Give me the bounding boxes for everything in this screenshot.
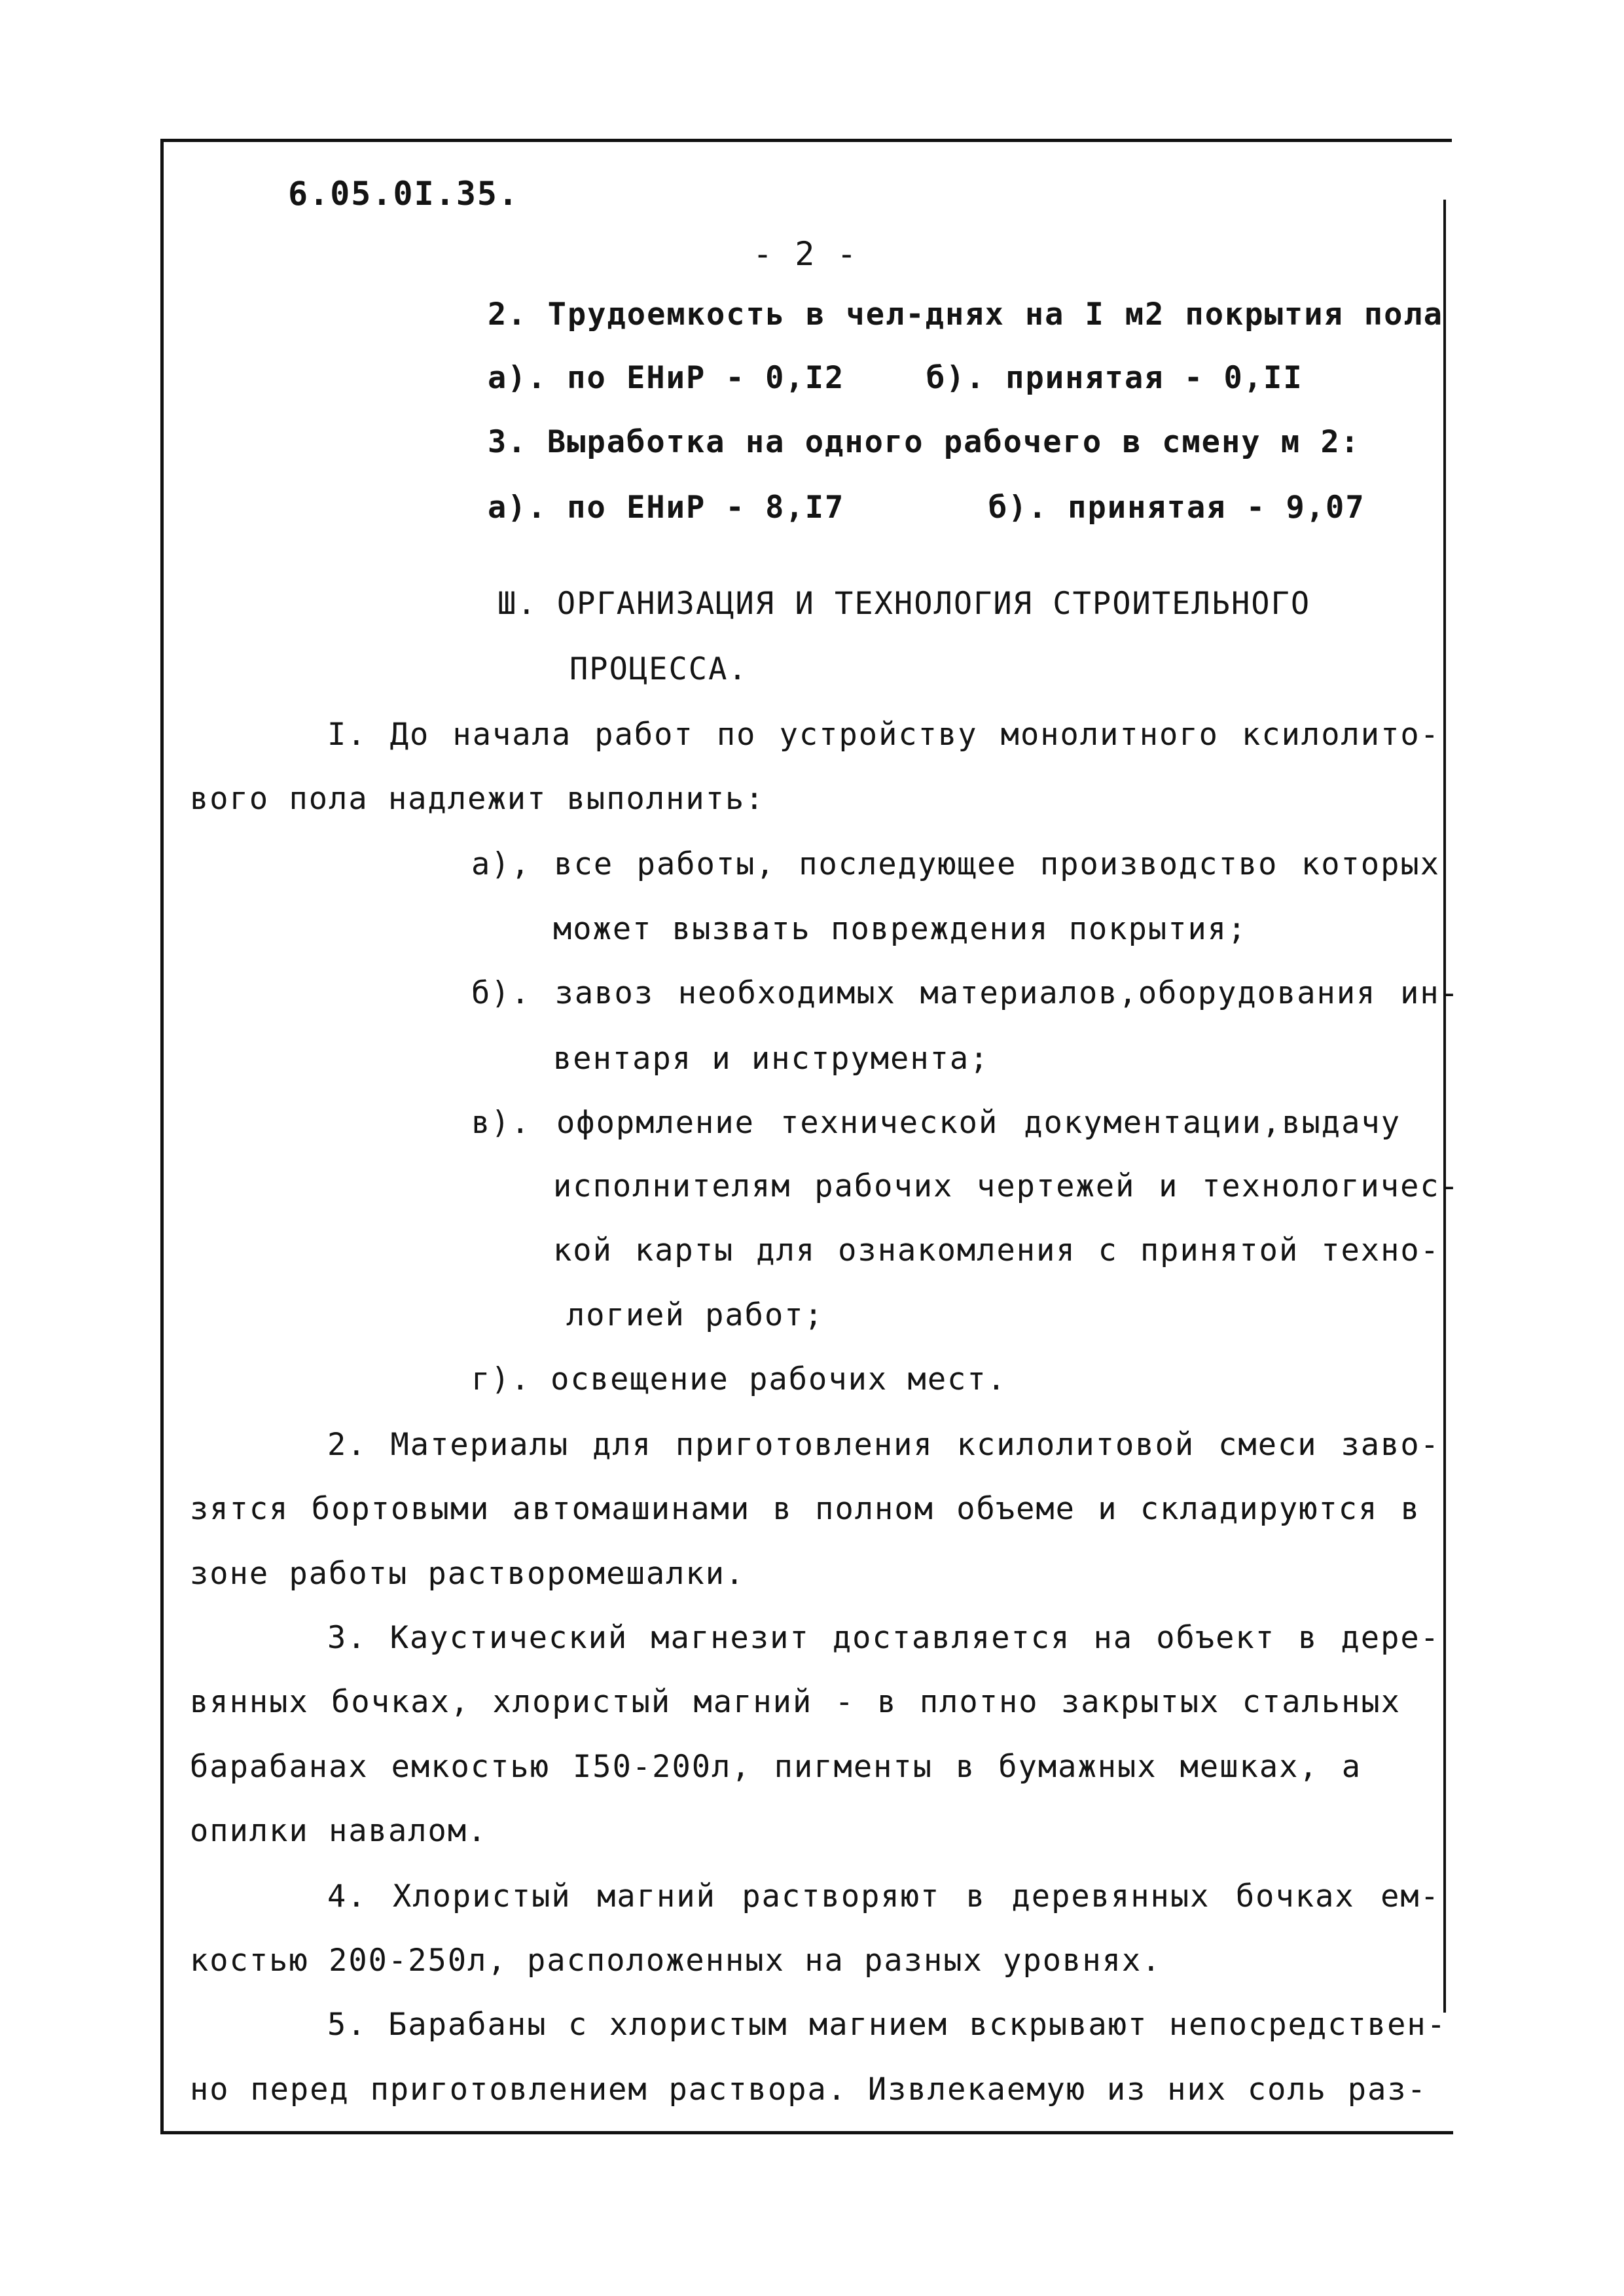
labor-intensity-enir: а). по ЕНиР - 0,I2 <box>488 360 845 396</box>
para1-line2: вого пола надлежит выполнить: <box>190 781 765 817</box>
para3-line4: опилки навалом. <box>190 1813 488 1849</box>
para5-line2: но перед приготовлением раствора. Извлекаемую из них соль раз- <box>190 2072 1427 2108</box>
frame-top-border <box>164 139 1452 142</box>
para3-line3: барабанах емкостью I50-200л, пигменты в бумажных мешках, а <box>190 1749 1362 1785</box>
para1-line1: I. До начала работ по устройству монолитного ксилолито- <box>327 717 1440 753</box>
list-v-line4: логией работ; <box>566 1297 824 1333</box>
para3-line1: 3. Каустический магнезит доставляется на объект в дере- <box>327 1620 1440 1656</box>
output-accepted: б). принятая - 9,07 <box>988 490 1365 526</box>
list-g-line1: г). освещение рабочих мест. <box>471 1361 1007 1397</box>
list-b-line2: вентаря и инструмента; <box>553 1041 990 1077</box>
list-a-line1: а), все работы, последующее производство которых <box>471 846 1440 882</box>
output-heading: 3. Выработка на одного рабочего в смену м 2: <box>488 424 1361 460</box>
frame-right-border <box>1443 200 1446 2013</box>
para4-line2: костью 200-250л, расположенных на разных уровнях. <box>190 1943 1162 1979</box>
output-enir: а). по ЕНиР - 8,I7 <box>488 490 845 526</box>
list-a-line2: может вызвать повреждения покрытия; <box>553 911 1248 947</box>
para3-line2: вянных бочках, хлористый магний - в плотно закрытых стальных <box>190 1684 1401 1720</box>
document-code: 6.05.0I.35. <box>288 175 520 213</box>
para5-line1: 5. Барабаны с хлористым магнием вскрывают непосредствен- <box>327 2007 1447 2043</box>
page-number: - 2 - <box>753 235 858 273</box>
frame-left-border <box>160 139 164 2134</box>
frame-bottom-border <box>160 2131 1453 2134</box>
list-v-line2: исполнителям рабочих чертежей и технологичес- <box>553 1168 1460 1204</box>
labor-intensity-accepted: б). принятая - 0,II <box>926 360 1303 396</box>
para4-line1: 4. Хлористый магний растворяют в деревянных бочках ем- <box>327 1878 1440 1914</box>
list-v-line1: в). оформление технической документации,выдачу <box>471 1105 1401 1141</box>
para2-line2: зятся бортовыми автомашинами в полном объеме и складируются в <box>190 1491 1420 1527</box>
para2-line1: 2. Материалы для приготовления ксилолитовой смеси заво- <box>327 1427 1440 1463</box>
section-title-line2: ПРОЦЕССА. <box>569 651 748 687</box>
section-title-line1: Ш. ОРГАНИЗАЦИЯ И ТЕХНОЛОГИЯ СТРОИТЕЛЬНОГО <box>497 586 1311 622</box>
labor-intensity-heading: 2. Трудоемкость в чел-днях на I м2 покрытия пола <box>488 296 1443 332</box>
list-b-line1: б). завоз необходимых материалов,оборудования ин- <box>471 975 1460 1011</box>
list-v-line3: кой карты для ознакомления с принятой техно- <box>553 1232 1440 1268</box>
para2-line3: зоне работы растворомешалки. <box>190 1556 746 1592</box>
